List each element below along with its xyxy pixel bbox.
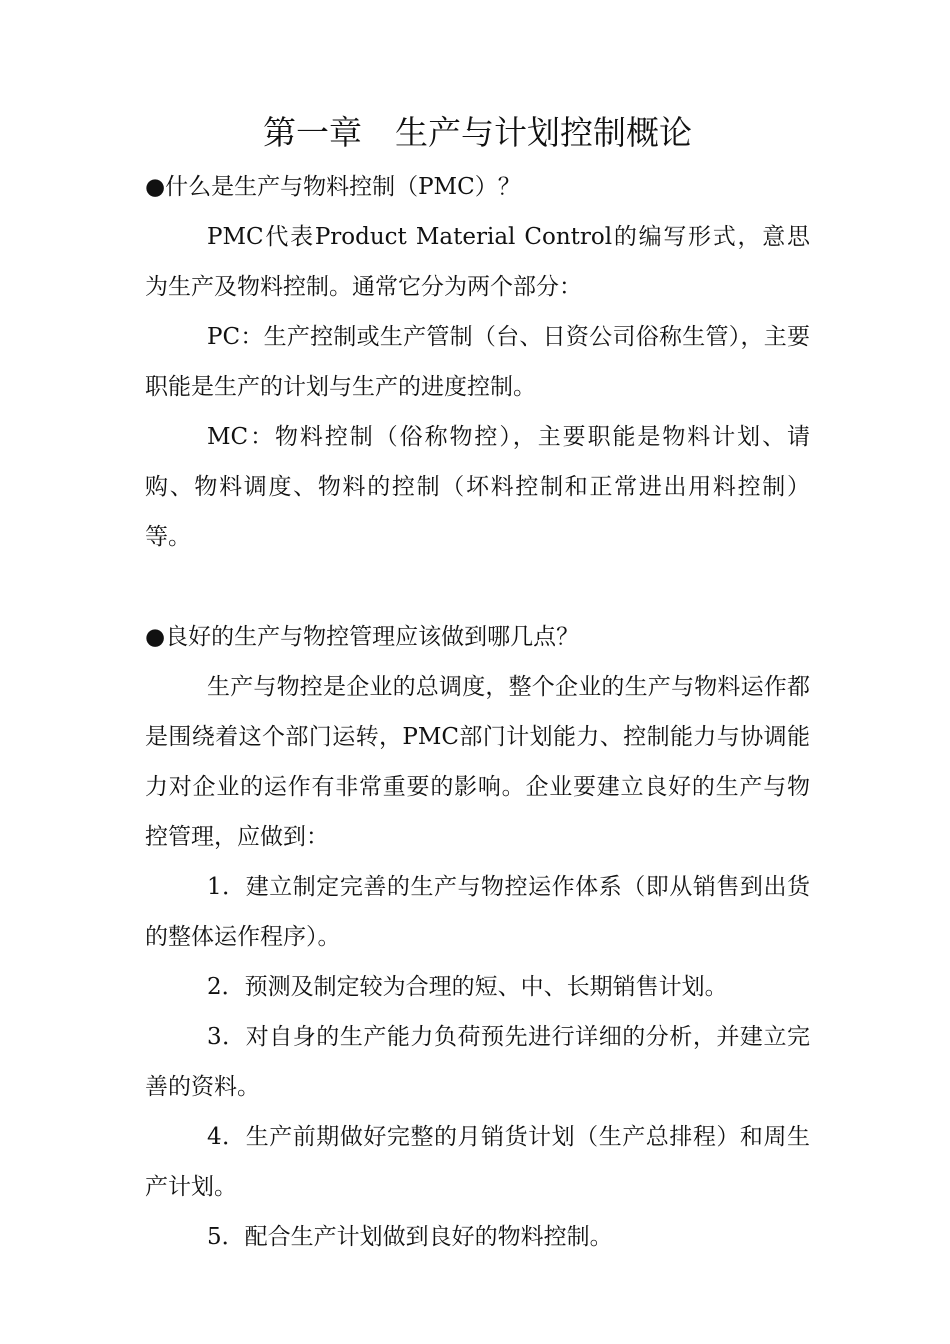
list-item: 1．建立制定完善的生产与物控运作体系（即从销售到出货的整体运作程序）。: [145, 874, 810, 950]
pmc-definition-paragraph: PMC代表Product Material Control的编写形式，意思为生产及物料控制。通常它分为两个部分：: [145, 224, 810, 300]
section-gap: [145, 562, 810, 612]
section2-intro-paragraph: 生产与物控是企业的总调度，整个企业的生产与物料运作都是围绕着这个部门运转，PMC部门计划能力、控制能力与协调能力对企业的运作有非常重要的影响。企业要建立良好的生产与物控管理，应做到：: [145, 674, 810, 850]
pc-definition-paragraph: PC：生产控制或生产管制（台、日资公司俗称生管），主要职能是生产的计划与生产的进度控制。: [145, 324, 810, 400]
list-item: 5．配合生产计划做到良好的物料控制。: [207, 1224, 613, 1250]
section2-question: ●良好的生产与物控管理应该做到哪几点？: [145, 624, 580, 650]
list-item: 2．预测及制定较为合理的短、中、长期销售计划。: [207, 974, 728, 1000]
document-page: [145, 108, 810, 1262]
chapter-title: 第一章 生产与计划控制概论: [263, 113, 692, 152]
list-item: 3．对自身的生产能力负荷预先进行详细的分析，并建立完善的资料。: [145, 1024, 810, 1100]
mc-definition-paragraph: MC：物料控制（俗称物控），主要职能是物料计划、请购、物料调度、物料的控制（坏料控制和正常进出用料控制）等。: [145, 424, 810, 550]
list-item: 4．生产前期做好完整的月销货计划（生产总排程）和周生产计划。: [145, 1124, 810, 1200]
section1-question: ●什么是生产与物料控制（PMC）？: [145, 174, 521, 200]
